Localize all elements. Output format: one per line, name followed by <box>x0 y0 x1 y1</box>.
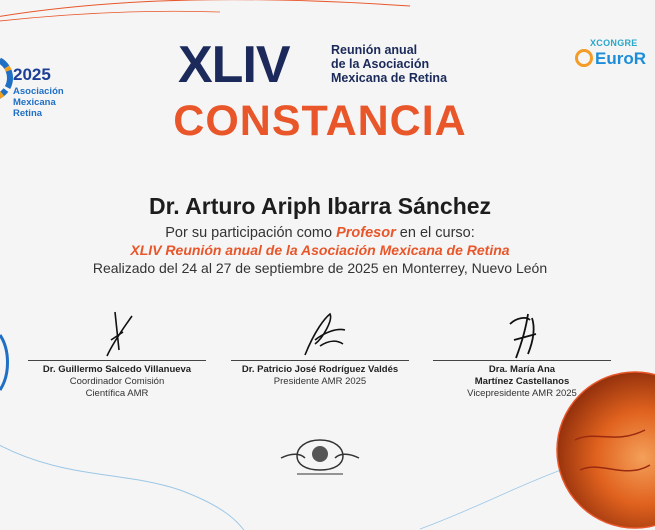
event-details: Realizado del 24 al 27 de septiembre de 2025 en Monterrey, Nuevo León <box>92 260 548 276</box>
handwritten-signature-2 <box>285 310 355 360</box>
logo-year: 2025 <box>13 65 51 84</box>
event-numeral: XLIV <box>178 36 290 94</box>
signature-rule <box>433 360 611 361</box>
signature-block-coordinator <box>27 310 207 400</box>
event-subtitle-line-1: Reunión anual <box>331 43 418 57</box>
top-swoosh-decoration <box>0 0 640 40</box>
signature-block-president <box>230 310 410 388</box>
event-subtitle-line-3: Mexicana de Retina <box>331 71 448 85</box>
signature-rule <box>231 360 409 361</box>
logo-line-3: Retina <box>13 108 43 119</box>
participation-lead: Por su participación como <box>165 225 333 241</box>
participation-tail: en el curso: <box>399 225 475 241</box>
left-edge-decoration <box>0 330 30 400</box>
recipient-name: Dr. Arturo Ariph Ibarra Sánchez <box>148 193 492 219</box>
signer-role-3: Vicepresidente AMR 2025 <box>467 388 577 399</box>
euroretina-logo <box>570 38 646 78</box>
event-subtitle <box>331 43 447 85</box>
logo-line-1: Asociación <box>13 86 64 97</box>
handwritten-signature-1 <box>87 310 147 360</box>
euroretina-circle-icon <box>575 49 593 67</box>
signer-role-1a: Coordinador Comisión <box>69 376 165 387</box>
signer-name-3a: Dra. María Ana <box>488 364 556 375</box>
signer-role-1b: Científica AMR <box>85 388 149 399</box>
signer-role-2: Presidente AMR 2025 <box>273 376 367 387</box>
certificate-title: CONSTANCIA <box>173 97 467 145</box>
retina-image-decoration <box>555 370 655 530</box>
euroretina-wordmark: EuroR <box>595 49 646 68</box>
signer-name-3b: Martínez Castellanos <box>474 376 570 387</box>
participation-role: Profesor <box>336 225 396 241</box>
signer-name-2: Dr. Patricio José Rodríguez Valdés <box>241 364 399 375</box>
signer-name-1: Dr. Guillermo Salcedo Villanueva <box>42 364 192 375</box>
signature-rule <box>28 360 206 361</box>
handwritten-signature-3 <box>492 310 552 360</box>
course-name: XLIV Reunión anual de la Asociación Mexicana de Retina <box>130 242 510 258</box>
participation-line <box>0 225 640 241</box>
event-subtitle-line-2: de la Asociación <box>331 57 430 71</box>
logo-line-2: Mexicana <box>13 97 56 108</box>
congress-label: XCONGRE <box>590 38 638 48</box>
institutional-seal-logo <box>275 436 365 478</box>
